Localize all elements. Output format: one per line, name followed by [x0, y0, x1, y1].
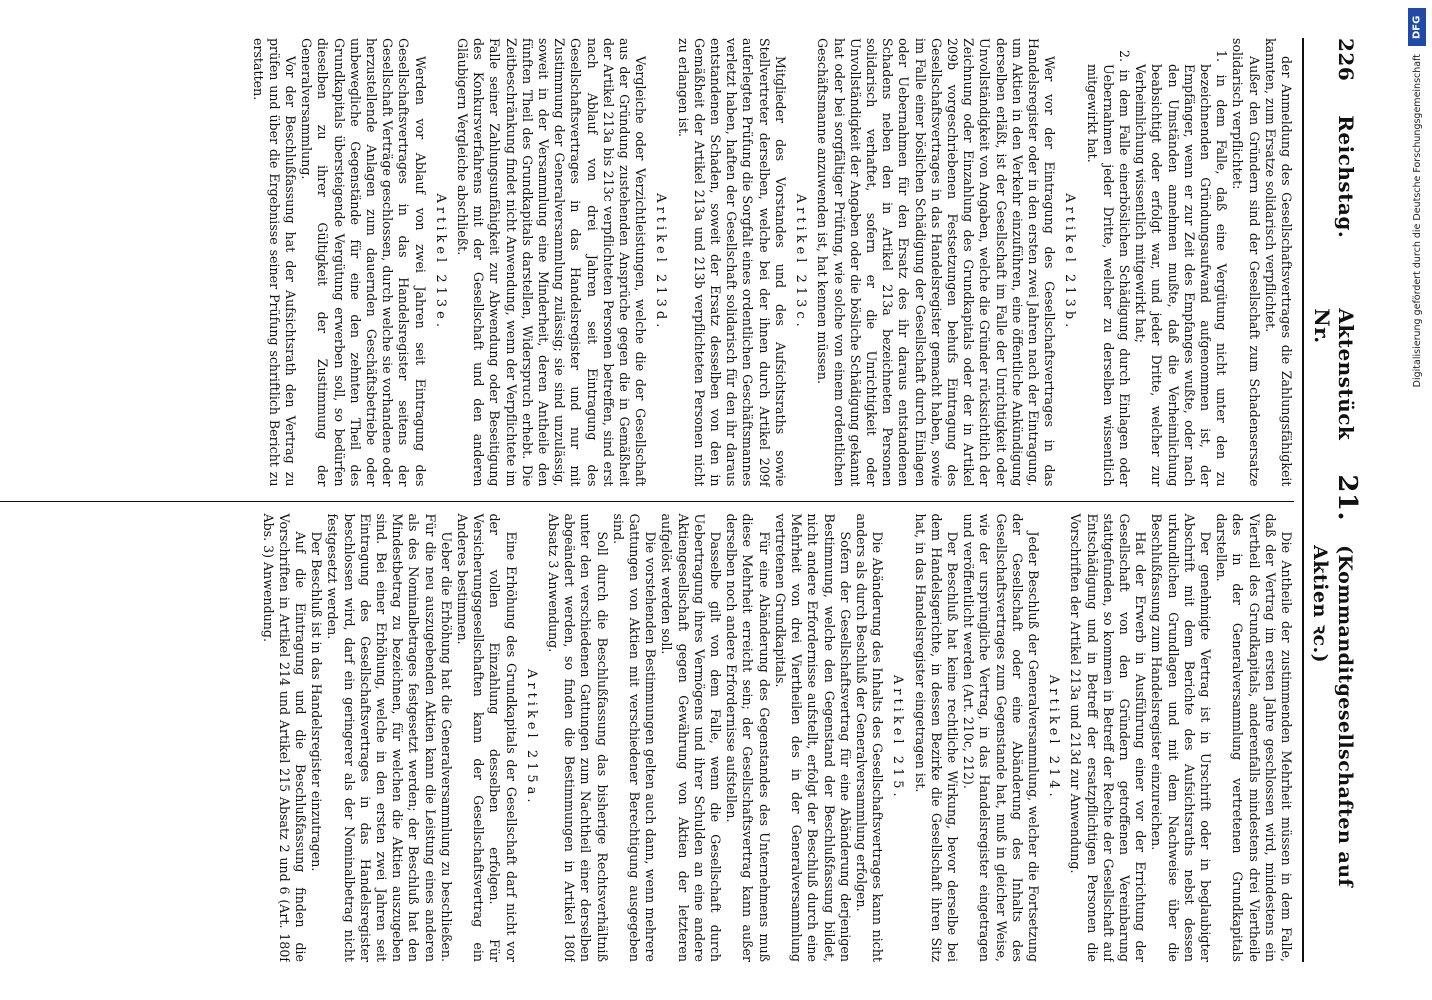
paragraph: Dasselbe gilt von dem Falle, wenn die Gesellschaft durch Uebertragung ihres Vermögens und ihrer Schulden an eine andere Aktiengesellschaft gegen Gewährung von Aktien der letzteren aufgelöst werden soll.	[659, 513, 724, 962]
dfg-logo: DFG	[1408, 8, 1426, 46]
paragraph: Für eine Abänderung des Gegenstandes des Unternehmens muß diese Mehrheit erreicht sein; der Gesellschaftsvertrag kann außer derselben noch andere Erfordernisse aufstellen.	[724, 513, 772, 962]
right-column	[0, 501, 1294, 963]
paragraph: Die Abänderung des Inhalts des Gesellschaftsvertrages kann nicht anders als durch Beschluß der Generalversammlung erfolgen.	[853, 513, 886, 962]
paragraph: Wer vor der Eintragung des Gesellschaftsvertrages in das Handelsregister oder in den ersten zwei Jahren nach der Eintragung, um Aktien in den Verkehr einzuführen, eine öffentliche Ankündigung derselben erläßt, ist der Gesellschaft im Falle der Unrichtigkeit oder Unvollständigkeit von Angaben, welche die Gründer rücksichtlich der Zeichnung oder Einzahlung des Grundkapitals oder der in Artikel 209b vorgeschriebenen Festsetzungen behufs Eintragung des Gesellschaftsvertrages in das Handelsregister gemacht haben, sowie im Falle einer böslichen Schädigung der Gesellschaft durch Einlagen oder Uebernahmen für den Ersatz des ihr daraus entstandenen Schadens neben den in Artikel 213a bezeichneten Personen solidarisch verhaftet, sofern er die Unrichtigkeit oder Unvollständigkeit der Angaben oder die bösliche Schädigung gekannt hat oder bei sorgfältiger Prüfung, wie solche von einem ordentlichen Geschäftsmanne anzuwenden ist, hat kennen müssen.	[815, 38, 1058, 487]
paragraph: Hat der Erwerb in Ausführung einer vor der Errichtung der Gesellschaft von den Gründern getroffenen Vereinbarung stattgefunden, so kommen in Betreff der Rechte der Gesellschaft auf Entschädigung und in Betreff der ersatzpflichtigen Personen die Vorschriften der Artikel 213a und 213d zur Anwendung.	[1068, 513, 1149, 962]
page-header	[1302, 38, 1362, 962]
list-item: 2. in dem Falle einerböslichen Schädigung durch Einlagen oder Uebernahmen jeder Dritte, welcher zu derselben wissentlich mitgewirkt hat.	[1084, 50, 1132, 487]
article-heading: Artikel 215.	[890, 674, 906, 801]
paragraph: Soll durch die Beschlußfassung das bisherige Rechtsverhältniß unter den verschiedenen Gattungen zum Nachtheil einer derselben abgeändert werden, so finden die Bestimmungen in Artikel 180f Absatz 3 Anwendung.	[546, 513, 610, 962]
paragraph: Jeder Beschluß der Generalversammlung, welcher die Fortsetzung der Gesellschaft oder eine Abänderung des Inhalts des Gesellschaftsvertrages zum Gegenstande hat, muß in gleicher Weise, wie der ursprüngliche Vertrag, in das Handelsregister eingetragen und veröffentlicht werden (Art. 210c, 212).	[961, 513, 1041, 962]
paragraph: Die Antheile der zustimmenden Mehrheit müssen in dem Falle, daß der Vertrag im ersten Jahre geschlossen wird, mindestens ein Viertheil des Grundkapitals, anderenfalls mindestens drei Viertheile des in der Generalversammlung vertretenen Grundkapitals darstellen.	[1214, 513, 1294, 962]
article-heading: Artikel 213b.	[1062, 193, 1078, 332]
document-number: 21.	[1332, 474, 1362, 522]
paragraph: Der genehmigte Vertrag ist in Urschrift oder in beglaubigter Abschrift mit dem Berichte des Aufsichtsraths nebst dessen urkundlichen Grundlagen und mit dem Nachweise über die Beschlußfassung zum Handelsregister einzureichen.	[1149, 513, 1213, 962]
paragraph: Außer den Gründern sind der Gesellschaft zum Schadensersatze solidarisch verpflichtet:	[1230, 38, 1262, 487]
running-title: Reichstag.	[1334, 115, 1358, 239]
left-column	[0, 38, 1294, 487]
article-heading: Artikel 214.	[1046, 674, 1062, 801]
paragraph: der Anmeldung des Gesellschaftsvertrages die Zahlungsfähigkeit kannten, zum Ersatze solidarisch verpflichtet.	[1262, 38, 1294, 487]
paragraph: Werden vor Ablauf von zwei Jahren seit Eintragung des Gesellschaftsvertrages in das Handelsregister seitens der Gesellschaft Verträge geschlossen, durch welche sie vorhandene oder herzustellende Anlagen zum dauernden Geschäftsbetriebe oder unbewegliche Gegenstände für eine den zehnten Theil des Grundkapitals übersteigende Vergütung erwerben soll, so bedürfen dieselben zu ihrer Gültigkeit der Zustimmung der Generalversammlung.	[299, 38, 428, 487]
page-number: 226	[1334, 38, 1358, 82]
paragraph: Vor der Beschlußfassung hat der Aufsichtsrath den Vertrag zu prüfen und über die Ergebnisse seiner Prüfung schriftlich Bericht zu erstatten.	[250, 38, 299, 487]
list-item: 1. in dem Falle, daß eine Vergütung nicht unter den zu bezeichnenden Gründungsaufwand aufgenommen ist, der Empfänger, wenn er zur Zeit des Empfanges wußte, oder nach den Umständen annehmen mußte, daß die Verheimlichung beabsichtigt oder erfolgt war, und jeder Dritte, welcher zur Verheimlichung wissentlich mitgewirkt hat;	[1133, 50, 1230, 487]
article-heading: Artikel 215a.	[523, 668, 539, 807]
document-title: (Kommanditgesellschaften auf Aktien ꝛc.)	[1309, 545, 1356, 888]
article-heading: Artikel 213c.	[793, 193, 809, 331]
paragraph: Auf die Eintragung und die Beschlußfassung finden die Vorschriften in Artikel 214 und Artikel 215 Absatz 2 und 6 (Art. 180f Abs. 3) Anwendung.	[260, 513, 309, 962]
paragraph: Die vorstehenden Bestimmungen gelten auch dann, wenn mehrere Gattungen von Aktien mit verschiedener Berechtigung ausgegeben sind.	[610, 513, 659, 962]
paragraph: Mitglieder des Vorstandes und des Aufsichtsraths sowie Stellvertreter derselben, welche bei der ihnen durch Artikel 209f auferlegten Prüfung die Sorgfalt eines ordentlichen Geschäftsmannes verletzt haben, haften der Gesellschaft solidarisch für den ihr daraus entstandenen Schaden, soweit der Ersatz desselben von den in Gemäßheit der Artikel 213a und 213b verpflichteten Personen nicht zu erlangen ist.	[675, 38, 788, 487]
paragraph: Ueber die Erhöhung hat die Generalversammlung zu beschließen. Für die neu auszugebenden Aktien kann die Leistung eines anderen als des Nominalbetrages festgesetzt werden; der Beschluß hat den Mindestbetrag zu bezeichnen, für welchen die Aktien auszugeben sind. Bei einer Erhöhung, welche in den ersten zwei Jahren seit Eintragung des Gesellschaftsvertrages in das Handelsregister beschlossen wird, darf ein geringerer als der Nominalbetrag nicht festgesetzt werden.	[325, 513, 454, 962]
paragraph: Der Beschluß ist in das Handelsregister einzutragen.	[309, 531, 325, 872]
paragraph: Der Beschluß hat keine rechtliche Wirkung, bevor derselbe bei dem Handelsgerichte, in dessen Bezirke die Gesellschaft ihren Sitz hat, in das Handelsregister eingetragen ist.	[912, 513, 960, 962]
article-heading: Artikel 213d.	[653, 193, 669, 332]
paragraph: Eine Erhöhung des Grundkapitals der Gesellschaft darf nicht vor der vollen Einzahlung desselben erfolgen. Für Versicherungsgesellschaften kann der Gesellschaftsvertrag ein Anderes bestimmen.	[455, 513, 519, 962]
dfg-credit-strip	[1404, 8, 1430, 992]
paragraph: Sofern der Gesellschaftsvertrag für eine Abänderung derjenigen Bestimmung, welche den Gegenstand der Beschlußfassung bildet, nicht andere Erfordernisse aufstellt, erfolgt der Beschluß durch eine Mehrheit von drei Viertheilen des in der Generalversammlung vertretenen Grundkapitals.	[772, 513, 853, 962]
article-heading: Artikel 213e.	[432, 193, 448, 331]
dfg-credit-text: Digitalisierung gefördert durch die Deutsche Forschungsgemeinschaft	[1411, 54, 1423, 388]
document-label: Aktenstück Nr.	[1310, 308, 1358, 441]
text-columns	[0, 38, 1294, 962]
paragraph: Vergleiche oder Verzichtleistungen, welche die der Gesellschaft aus der Gründung zustehenden Ansprüche gegen die in Gemäßheit der Artikel 213a bis 213c verpflichteten Personen betreffen, sind erst nach Ablauf von drei Jahren seit Eintragung des Gesellschaftsvertrages in das Handelsregister und nur mit Zustimmung der Generalversammlung zulässig; sie sind unzulässig, soweit in der Versammlung eine Minderheit, deren Antheile den fünften Theil des Grundkapitals darstellen, Widerspruch erhebt. Die Zeitbeschränkung findet nicht Anwendung, wenn der Verpflichtete im Falle seiner Zahlungsunfähigkeit zur Abwendung oder Beseitigung des Konkursverfahrens mit der Gesellschaft und den anderen Gläubigern Vergleiche abschließt.	[455, 38, 649, 487]
